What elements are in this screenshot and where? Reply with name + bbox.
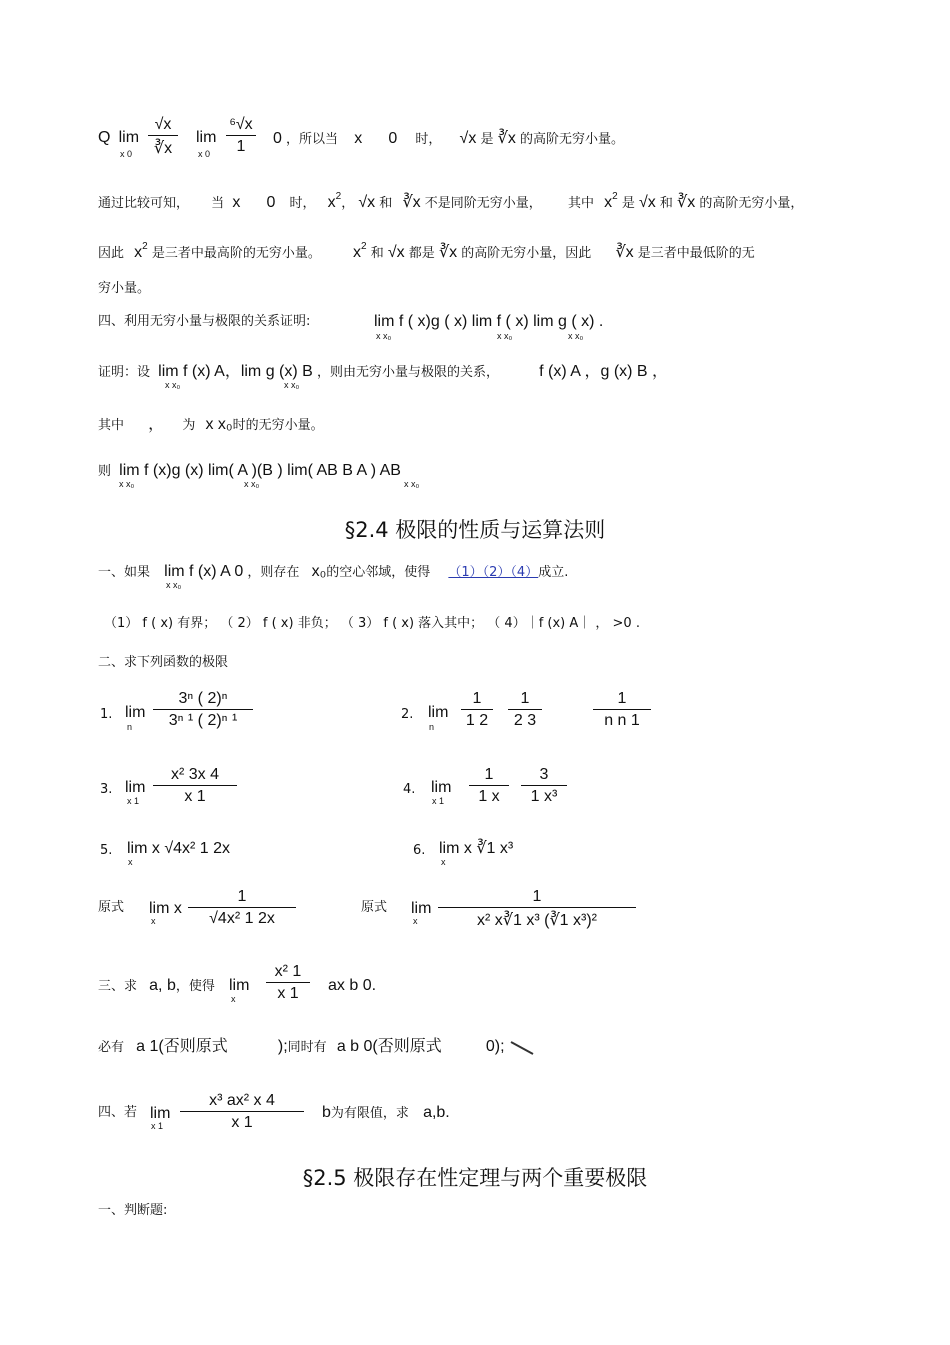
fraction-denominator: 3ⁿ ¹ ( 2)ⁿ ¹ bbox=[168, 712, 238, 729]
math-text: a b 0(否则原式 bbox=[336, 1038, 442, 1055]
fraction-numerator: 1 bbox=[508, 690, 542, 710]
math-text: a,b. bbox=[423, 1104, 450, 1121]
math-text: lim f (x) A，lim g (x) B bbox=[158, 363, 313, 380]
math-text: x₀ bbox=[311, 563, 327, 580]
line-11: 二、求下列函数的极限 bbox=[98, 655, 229, 670]
lim-subscript: x 1 bbox=[151, 1121, 164, 1131]
fraction-numerator: 1 bbox=[593, 690, 651, 710]
fraction-numerator: x² 3x 4 bbox=[153, 766, 237, 786]
math-text: √x bbox=[358, 194, 376, 211]
text: 的高阶无穷小量，因此 bbox=[461, 246, 592, 261]
line-problem-4: 四、若 bbox=[98, 1105, 138, 1120]
line-3 bbox=[98, 241, 755, 264]
fraction bbox=[188, 888, 296, 928]
lim-subscript: x bbox=[128, 857, 133, 867]
original-label: 原式 bbox=[361, 900, 388, 915]
fraction bbox=[266, 963, 310, 1003]
text: 其中 bbox=[98, 418, 125, 433]
fraction-numerator: 1 bbox=[461, 690, 493, 710]
fraction-numerator: 1 bbox=[469, 766, 509, 786]
therefore-symbol: Q bbox=[98, 129, 111, 146]
math-text: √x bbox=[387, 244, 405, 261]
line-1 bbox=[98, 129, 139, 148]
fraction-numerator: x³ ax² x 4 bbox=[180, 1092, 304, 1112]
lim-text: lim bbox=[229, 977, 250, 994]
problem-3-label: 3. bbox=[100, 782, 113, 797]
text: 必有 bbox=[98, 1040, 125, 1055]
math-text: 0 bbox=[266, 194, 276, 211]
text: 和 bbox=[379, 196, 393, 211]
fraction bbox=[521, 766, 567, 806]
fraction-denominator: √4x² 1 2x bbox=[209, 910, 275, 927]
lim-subscript: n bbox=[429, 722, 435, 732]
math-text: b bbox=[322, 1104, 331, 1121]
lim-subscript: x x₀ bbox=[376, 331, 392, 341]
text: 为有限值，求 bbox=[330, 1106, 409, 1121]
lim-subscript: x bbox=[231, 994, 236, 1004]
lim-text: lim bbox=[428, 704, 449, 721]
fraction bbox=[180, 1092, 304, 1132]
text: 和 bbox=[370, 246, 384, 261]
text: 一、如果 bbox=[98, 565, 151, 580]
line-must-have bbox=[98, 1038, 505, 1057]
not-tending-slash bbox=[510, 1040, 534, 1056]
lim-text: lim bbox=[125, 704, 146, 721]
lim-subscript: x x₀ bbox=[119, 479, 135, 489]
math-text: a 1(否则原式 bbox=[136, 1038, 228, 1055]
line-problem-4-tail bbox=[322, 1104, 450, 1123]
fraction-denominator: x 1 bbox=[184, 788, 206, 805]
lim-text: lim bbox=[150, 1105, 171, 1122]
fraction-denominator: 1 x bbox=[478, 788, 500, 805]
math-expression: lim x √4x² 1 2x bbox=[127, 840, 231, 857]
math-text: x bbox=[604, 194, 613, 211]
math-text: √x bbox=[459, 130, 477, 147]
original-label: 原式 bbox=[98, 900, 125, 915]
text: 都是 bbox=[408, 246, 435, 261]
text: 和 bbox=[659, 196, 673, 211]
fraction bbox=[593, 690, 651, 730]
math-line: lim f ( x)g ( x) lim f ( x) lim g ( x) . bbox=[374, 313, 604, 330]
fraction-numerator: x² 1 bbox=[266, 963, 310, 983]
fraction-numerator: 3 bbox=[521, 766, 567, 786]
fraction bbox=[469, 766, 509, 806]
superscript: 2 bbox=[142, 241, 148, 252]
math-text: ); bbox=[277, 1038, 288, 1055]
text: 通过比较可知， bbox=[98, 196, 190, 211]
text: 是三者中最低阶的无 bbox=[637, 246, 755, 261]
superscript: 2 bbox=[361, 241, 367, 252]
text: 当 bbox=[211, 196, 225, 211]
fraction bbox=[508, 690, 542, 730]
lim-subscript: x x₀ bbox=[497, 331, 513, 341]
fraction-numerator: 1 bbox=[188, 888, 296, 908]
lim-subscript: n bbox=[127, 722, 133, 732]
math-text: √x bbox=[638, 194, 656, 211]
text: 时， bbox=[415, 132, 442, 147]
text: ，则由无穷小量与极限的关系， bbox=[316, 365, 499, 380]
text: 因此 bbox=[98, 246, 125, 261]
text: 是三者中最高阶的无穷小量。 bbox=[151, 246, 321, 261]
lim-subscript: x x₀ bbox=[166, 580, 182, 590]
fraction-denominator: x² x∛1 x³ (∛1 x³)² bbox=[477, 912, 597, 929]
lim-text: lim bbox=[118, 129, 140, 146]
lim-text: lim bbox=[431, 779, 452, 796]
text: ， bbox=[341, 196, 355, 211]
lim-subscript: x x₀ bbox=[404, 479, 420, 489]
lim-subscript: x 1 bbox=[127, 796, 140, 806]
math-text: 0 bbox=[388, 130, 398, 147]
math-text: x bbox=[327, 194, 336, 211]
text: 的高阶无穷小量， bbox=[699, 196, 804, 211]
fraction-denominator: x 1 bbox=[277, 985, 299, 1002]
math-text: x bbox=[232, 194, 241, 211]
line-4: 穷小量。 bbox=[98, 281, 151, 296]
section-heading: §2.5 极限存在性定理与两个重要极限 bbox=[302, 1166, 648, 1190]
math-text: ， bbox=[148, 416, 165, 433]
fraction-numerator: ⁶√x bbox=[226, 116, 256, 136]
fraction bbox=[438, 888, 636, 930]
problem-1-label: 1. bbox=[100, 707, 113, 722]
problem-2-label: 2. bbox=[401, 707, 414, 722]
line-10: （1） f ( x) 有界； （ 2） f ( x) 非负； （ 3） f ( x) 落入其中； （ 4）｜f (x) A｜ ， >0 . bbox=[104, 616, 640, 631]
fraction-denominator: 1 x³ bbox=[530, 788, 558, 805]
text: 证明：设 bbox=[98, 365, 151, 380]
text: 四、利用无穷小量与极限的关系证明: bbox=[98, 314, 311, 329]
math-text: f (x) A ，g (x) B ， bbox=[539, 363, 669, 380]
math-text: ∛x bbox=[497, 130, 516, 147]
fraction-numerator: √x bbox=[148, 116, 178, 136]
math-text: ax b 0. bbox=[328, 977, 377, 994]
fraction-denominator: ∛x bbox=[153, 140, 173, 157]
line-1-tail bbox=[273, 130, 624, 149]
math-text: ∛x bbox=[402, 194, 421, 211]
lim-subscript: x x₀ bbox=[284, 380, 300, 390]
lim-subscript: x x₀ bbox=[568, 331, 584, 341]
math-text: 0 bbox=[273, 130, 282, 147]
fraction bbox=[461, 690, 493, 730]
text: ，使得 bbox=[175, 979, 215, 994]
math-text: ∛x bbox=[615, 244, 634, 261]
line-judgement: 一、判断题: bbox=[98, 1203, 168, 1218]
text: 则 bbox=[98, 464, 112, 479]
fraction bbox=[148, 116, 178, 158]
text: 同时有 bbox=[287, 1040, 327, 1055]
line-6 bbox=[98, 363, 668, 382]
math-text: lim f (x) A 0 bbox=[164, 563, 244, 580]
math-text: x bbox=[134, 244, 143, 261]
math-text: ∛x bbox=[438, 244, 458, 261]
text: 为 bbox=[182, 418, 196, 433]
text: 是 bbox=[480, 132, 494, 147]
section-heading: §2.4 极限的性质与运算法则 bbox=[344, 518, 606, 542]
line-2 bbox=[98, 191, 804, 214]
answer-link[interactable]: （1）（2）（4） bbox=[448, 565, 539, 580]
lim-subscript: x 0 bbox=[198, 149, 211, 159]
problem-6-label: 6. bbox=[413, 843, 426, 858]
math-text: ∛x bbox=[677, 194, 696, 211]
lim-subscript: x bbox=[413, 916, 418, 926]
lim-subscript: x bbox=[151, 916, 156, 926]
fraction-denominator: n n 1 bbox=[604, 712, 640, 729]
text: 时， bbox=[289, 196, 316, 211]
line-5 bbox=[98, 313, 310, 331]
fraction-denominator: x 1 bbox=[231, 1114, 253, 1131]
superscript: 2 bbox=[335, 191, 342, 202]
fraction-numerator: 1 bbox=[438, 888, 636, 908]
lim-text: lim x bbox=[149, 900, 182, 917]
problem-5-label: 5. bbox=[100, 843, 113, 858]
fraction bbox=[226, 116, 256, 156]
math-text: x bbox=[353, 244, 362, 261]
text: 其中 bbox=[567, 196, 594, 211]
fraction bbox=[153, 766, 237, 806]
fraction-denominator: 1 bbox=[236, 138, 246, 155]
lim-subscript: x x₀ bbox=[244, 479, 260, 489]
text: 三、求 bbox=[98, 979, 138, 994]
lim-subscript: x 1 bbox=[432, 796, 445, 806]
lim-text: lim bbox=[196, 129, 217, 146]
text: 是 bbox=[621, 196, 635, 211]
fraction-numerator: 3ⁿ ( 2)ⁿ bbox=[153, 690, 253, 710]
text: ，则存在 bbox=[247, 565, 300, 580]
lim-subscript: x bbox=[441, 857, 446, 867]
fraction bbox=[153, 690, 253, 730]
lim-subscript: x x₀ bbox=[165, 380, 181, 390]
line-problem-3 bbox=[98, 977, 215, 996]
fraction-denominator: 1 2 bbox=[465, 712, 489, 729]
text: 的空心邻域，使得 bbox=[326, 565, 431, 580]
line-7 bbox=[98, 416, 324, 435]
text: ，所以当 bbox=[286, 132, 339, 147]
fraction-denominator: 2 3 bbox=[513, 712, 537, 729]
math-text: x x₀ bbox=[205, 416, 233, 433]
problem-4-label: 4. bbox=[403, 782, 416, 797]
math-text: 0); bbox=[485, 1038, 505, 1055]
math-text: a, b bbox=[149, 977, 176, 994]
text: 的高阶无穷小量。 bbox=[519, 132, 624, 147]
math-text: lim f (x)g (x) lim( A )(B ) lim( AB B A ) AB bbox=[119, 462, 401, 479]
text: 时的无穷小量。 bbox=[232, 418, 324, 433]
lim-subscript: x 0 bbox=[120, 149, 133, 159]
lim-text: lim bbox=[125, 779, 146, 796]
text: 成立. bbox=[538, 565, 569, 580]
lim-text: lim bbox=[411, 900, 432, 917]
superscript: 2 bbox=[612, 191, 618, 202]
text: 不是同阶无穷小量， bbox=[424, 196, 542, 211]
math-expression: lim x ∛1 x³ bbox=[439, 840, 514, 857]
math-text: x bbox=[354, 130, 363, 147]
